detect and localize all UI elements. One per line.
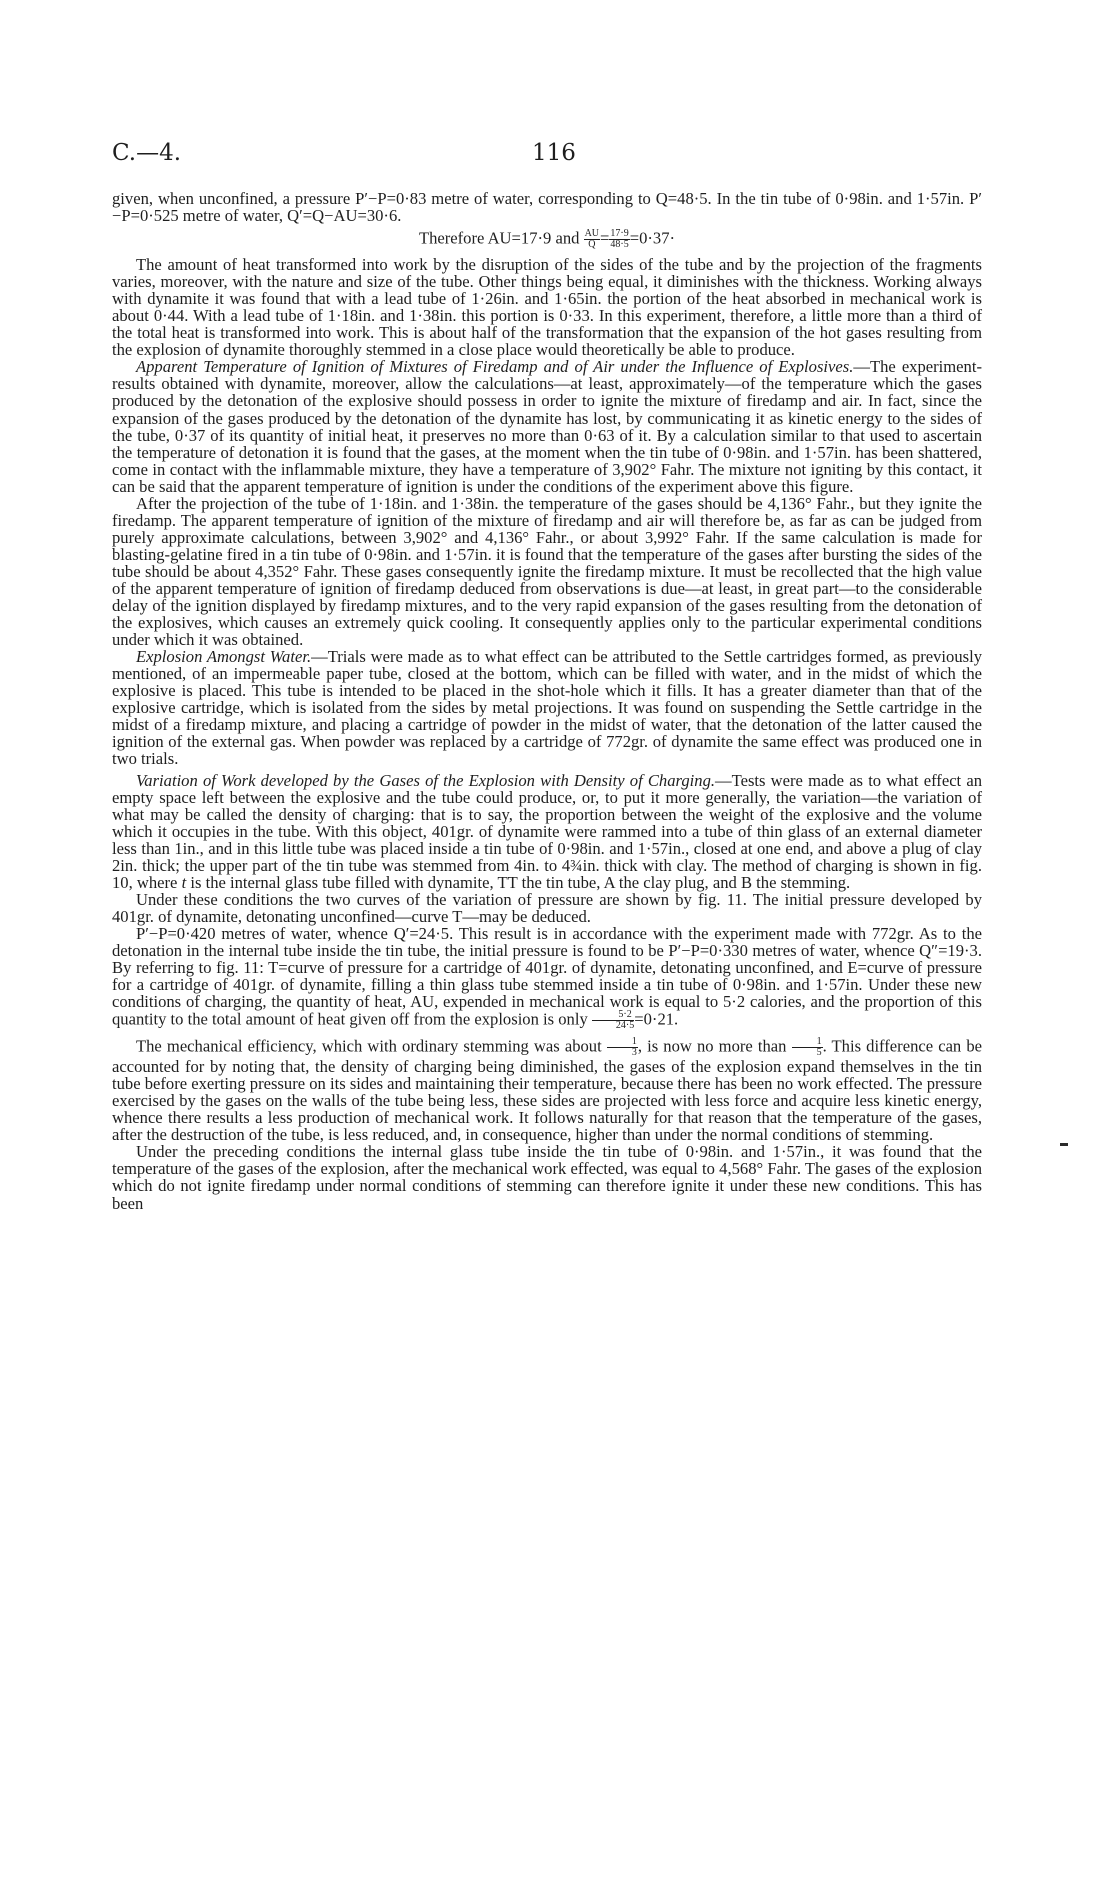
section-heading: Variation of Work developed by the Gases of the Explosion with Density of Charging. [136, 770, 716, 790]
inline-fraction [792, 1037, 823, 1058]
fraction-denominator: Q [588, 239, 596, 251]
paragraph-10: Under the preceding conditions the internal glass tube inside the tin tube of 0·98in. and 1·57in., it was found that the temperature of the gases of the explosion, after the mechanical work effected, was equal to 4,568° Fahr. The gases of the explosion which do not ignite firedamp under normal conditions of stemming can therefore ignite it under these new conditions. This has been [112, 1142, 982, 1213]
paragraph-text: —Tests were made as to what effect an empty space left between the explosive and the tube could produce, or, to put it more generally, the variation—the variation of what may be called the density of charging: that is to say, the proportion between the weight of the explosive and the volume which it occupies in the tube. With this object, 401gr. of dynamite were rammed into a tube of thin glass of an external diameter less than 1in., and in this little tube was placed inside a tin tube of 0·98in. and 1·57in., closed at one end, and above a plug of clay 2in. thick; the upper part of the tin tube was stemmed from 4in. to 4¾in. thick with clay. The method of charging is shown in fig. 10, where [112, 770, 983, 892]
fraction-numerator: 17·9 [610, 228, 629, 240]
paragraph-1: given, when unconfined, a pressure P′−P=0·83 metre of water, corresponding to Q=48·5. In the tin tube of 0·98in. and 1·57in. P′−P=0·525 metre of water, Q′=Q−AU=30·6. [112, 189, 982, 226]
paragraph-text: The mechanical efficiency, which with ordinary stemming was about [136, 1036, 602, 1056]
document-reference: C.—4. [112, 140, 182, 166]
paragraph-9 [112, 1037, 982, 1143]
fraction-denominator: 3 [631, 1047, 637, 1059]
body-text [112, 190, 982, 1212]
paragraph-text: is the internal glass tube filled with dynamite, TT the tin tube, A the clay plug, and B the stemming. [190, 872, 851, 892]
formula-equals: = [600, 228, 610, 248]
fraction-numerator: AU [584, 228, 600, 240]
fraction-denominator: 5 [816, 1047, 822, 1059]
paragraph-text: , is now no more than [637, 1036, 787, 1056]
paragraph-3 [112, 358, 982, 494]
fraction-numerator: 1 [607, 1037, 638, 1048]
paragraph-text: =0·21. [634, 1009, 679, 1029]
section-heading: Explosion Amongst Water. [136, 647, 312, 667]
italic-symbol: t [181, 872, 187, 892]
page-header [112, 140, 1002, 170]
paragraph-4: After the projection of the tube of 1·18in. and 1·38in. the temperature of the gases should be 4,136° Fahr., but they ignite the firedamp. The apparent temperature of ignition of the mixture of firedamp and air will therefore be, as far as can be judged from purely approximate calculations, between 3,902° and 4,136° Fahr., or about 3,992° Fahr. If the same calculation is made for blasting-gelatine fired in a tin tube of 0·98in. and 1·57in. it is found that the temperature of the gases after bursting the sides of the tube should be about 4,352° Fahr. These gases consequently ignite the firedamp mixture. It must be recollected that the high value of the apparent temperature of ignition of firedamp deduced from observations is due—at least, in great part—to the considerable delay of the ignition displayed by firedamp mixtures, and to the very rapid expansion of the gases resulting from the detonation of the explosives, which causes an extremely quick cooling. It consequently applies only to the particular experimental conditions under which it was obtained. [112, 493, 982, 650]
fraction-au-over-q [584, 229, 600, 250]
fraction-numerator: 1 [792, 1037, 823, 1048]
fraction-denominator: 24·5 [615, 1020, 635, 1032]
paragraph-text: P′−P=0·420 metres of water, whence Q′=24·5. This result is in accordance with the experiment made with 772gr. As to the detonation in the internal tube inside the tin tube, the initial pressure is found to be P′−P=0·330 metres of water, whence Q″=19·3. By referring to fig. 11: T=curve of pressure for a cartridge of 401gr. of dynamite, detonating unconfined, and E=curve of pressure for a cartridge of 401gr. of dynamite, filling a thin glass tube stemmed inside a tin tube of 0·98in. and 1·57in. Under these new conditions of charging, the quantity of heat, AU, expended in mechanical work is equal to 5·2 calories, and the proportion of this quantity to the total amount of heat given off from the explosion is only [112, 923, 982, 1029]
paragraph-text: —Trials were made as to what effect can be attributed to the Settle cartridges formed, as previously mentioned, of an impermeable paper tube, closed at the bottom, which can be filled with water, and in the midst of which the explosive is placed. This tube is intended to be placed in the shot-hole which it fills. It has a greater diameter than that of the explosive cartridge, which is isolated from the sides by metal projections. It was found on suspending the Settle cartridge in the midst of a firedamp mixture, and placing a cartridge of powder in the midst of water, that the detonation of the latter caused the ignition of the external gas. When powder was replaced by a cartridge of 772gr. of dynamite the same effect was produced one in two trials. [112, 647, 982, 769]
formula-lead: Therefore AU=17·9 and [418, 228, 580, 248]
inline-fraction [592, 1010, 634, 1031]
formula-result: =0·37· [629, 228, 676, 248]
paragraph-7: Under these conditions the two curves of the variation of pressure are shown by fig. 11. The initial pressure developed by 401gr. of dynamite, detonating unconfined—curve T—may be deduced. [112, 889, 982, 926]
paragraph-2: The amount of heat transformed into work by the disruption of the sides of the tube and by the projection of the fragments varies, moreover, with the nature and size of the tube. Other things being equal, it diminishes with the thickness. Working always with dynamite it was found that with a lead tube of 1·26in. and 1·65in. the portion of the heat absorbed in mechanical work is about 0·44. With a lead tube of 1·18in. and 1·38in. this portion is 0·33. In this experiment, therefore, a little more than a third of the total heat is transformed into work. This is about half of the transformation that the expansion of the hot gases resulting from the explosion of dynamite thoroughly stemmed in a close place would theoretically be able to produce. [112, 255, 982, 360]
paragraph-6 [112, 772, 982, 891]
fraction-numerator: 5·2 [592, 1010, 634, 1021]
fraction-values [609, 229, 629, 250]
paragraph-5 [112, 648, 982, 767]
section-heading: Apparent Temperature of Ignition of Mixtures of Firedamp and of Air under the Influence of Explosives. [136, 357, 854, 377]
formula-line [112, 229, 982, 250]
inline-fraction [607, 1037, 638, 1058]
page-number: 116 [532, 140, 576, 166]
margin-dash-mark [1060, 1143, 1068, 1146]
paragraph-text: . This difference can be accounted for by noting that, the density of charging being diminished, the gases of the explosion expand themselves in the tin tube before exerting pressure on its sides and maintaining their temperature, because there has been no work effected. The pressure exercised by the gases on the walls of the tube being less, these sides are projected with less force and acquire less kinetic energy, whence there results a less production of mechanical work. It follows naturally for that reason that the temperature of the gases, after the destruction of the tube, is less reduced, and, in consequence, higher than under the normal conditions of stemming. [112, 1036, 983, 1145]
paragraph-8 [112, 925, 982, 1031]
paragraph-text: —The experiment-results obtained with dynamite, moreover, allow the calculations—at least, approximately—of the temperature which the gases produced by the detonation of the explosive should possess in order to ignite the mixture of firedamp and air. In fact, since the expansion of the gases produced by the detonation of the dynamite has lost, by communicating it as kinetic energy to the sides of the tube, 0·37 of its quantity of initial heat, it preserves no more than 0·63 of it. By a calculation similar to that used to ascertain the temperature of detonation it is found that the gases, at the moment when the tin tube of 0·98in. and 1·57in. has been shattered, come in contact with the inflammable mixture, they have a temperature of 3,902° Fahr. The mixture not igniting by this contact, it can be said that the apparent temperature of ignition is under the conditions of the experiment above this figure. [112, 357, 982, 496]
fraction-denominator: 48·5 [610, 239, 629, 251]
